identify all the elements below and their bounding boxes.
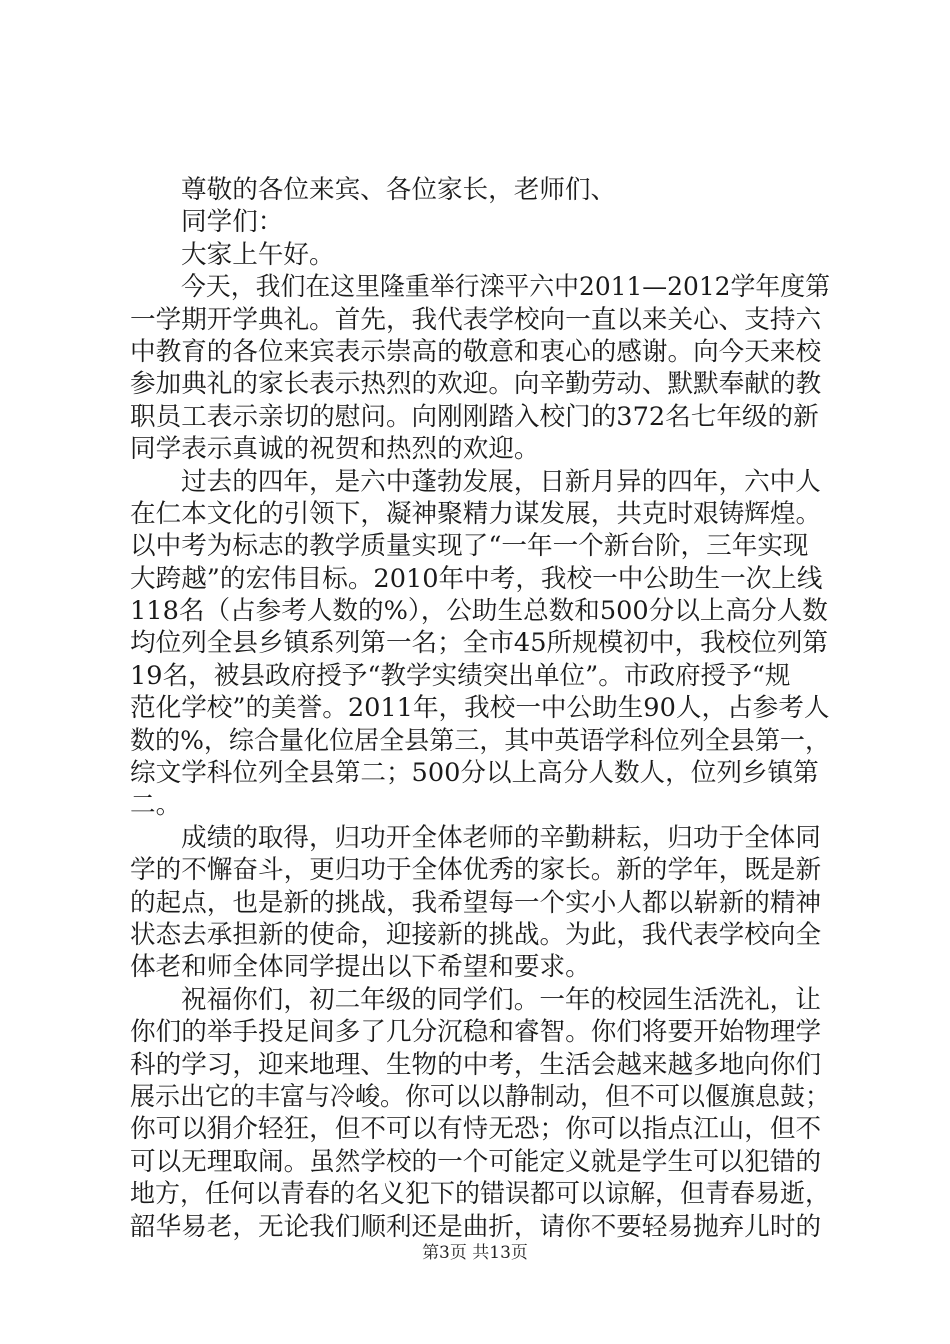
text-line: 大跨越”的宏伟目标。2010年中考，我校一中公助生一次上线: [130, 563, 823, 594]
text-line: 二。: [130, 790, 182, 821]
text-line: 一学期开学典礼。首先，我代表学校向一直以来关心、支持六: [130, 304, 822, 335]
text-line: 的起点，也是新的挑战，我希望每一个实小人都以崭新的精神: [130, 887, 822, 918]
text-line: 范化学校”的美誉。2011年，我校一中公助生90人，占参考人: [130, 693, 830, 724]
page-footer: 第3页 共13页: [422, 1243, 528, 1263]
paragraph-start-line: 过去的四年，是六中蓬勃发展，日新月异的四年，六中人: [181, 466, 821, 497]
paragraph-start-line: 同学们：: [181, 207, 284, 238]
text-line: 19名，被县政府授予“教学实绩突出单位”。市政府授予“规: [130, 660, 791, 691]
paragraph-start-line: 成绩的取得，归功开全体老师的辛勤耕耘，归功于全体同: [181, 822, 821, 853]
text-line: 展示出它的丰富与冷峻。你可以以静制动，但不可以偃旗息鼓；: [130, 1081, 830, 1112]
text-line: 你们的举手投足间多了几分沉稳和睿智。你们将要开始物理学: [130, 1017, 822, 1048]
text-line: 体老和师全体同学提出以下希望和要求。: [130, 952, 591, 983]
text-line: 均位列全县乡镇系列第一名；全市45所规模初中，我校位列第: [130, 628, 829, 659]
text-line: 综文学科位列全县第二；500分以上高分人数人，位列乡镇第: [130, 758, 819, 789]
text-line: 中教育的各位来宾表示崇高的敬意和衷心的感谢。向今天来校: [130, 336, 822, 367]
text-line: 可以无理取闹。虽然学校的一个可能定义就是学生可以犯错的: [130, 1146, 822, 1177]
body-text: [130, 174, 830, 1243]
text-line: 118名（占参考人数的%），公助生总数和500分以上高分人数: [130, 596, 828, 627]
text-line: 参加典礼的家长表示热烈的欢迎。向辛勤劳动、默默奉献的教: [130, 369, 822, 400]
text-line: 科的学习，迎来地理、生物的中考，生活会越来越多地向你们: [130, 1049, 822, 1080]
text-line: 以中考为标志的教学质量实现了“一年一个新台阶，三年实现: [130, 531, 809, 562]
text-line: 状态去承担新的使命，迎接新的挑战。为此，我代表学校向全: [130, 919, 822, 950]
text-line: 学的不懈奋斗，更归功于全体优秀的家长。新的学年，既是新: [130, 855, 822, 886]
paragraph-start-line: 大家上午好。: [181, 239, 335, 270]
text-line: 地方，任何以青春的名义犯下的错误都可以谅解，但青春易逝，: [130, 1179, 830, 1210]
text-line: 你可以狷介轻狂，但不可以有恃无恐；你可以指点江山，但不: [130, 1114, 822, 1145]
text-line: 同学表示真诚的祝贺和热烈的欢迎。: [130, 434, 540, 465]
text-line: 职员工表示亲切的慰问。向刚刚踏入校门的372名七年级的新: [130, 401, 819, 432]
text-line: 韶华易老，无论我们顺利还是曲折，请你不要轻易抛弃儿时的: [130, 1211, 822, 1242]
paragraph-start-line: 尊敬的各位来宾、各位家长，老师们、: [181, 175, 617, 205]
text-line: 在仁本文化的引领下，凝神聚精力谋发展，共克时艰铸辉煌。: [130, 498, 822, 529]
text-line: 数的%，综合量化位居全县第三，其中英语学科位列全县第一，: [130, 725, 830, 756]
paragraph-start-line: 今天，我们在这里隆重举行滦平六中2011—2012学年度第: [181, 272, 830, 303]
paragraph-start-line: 祝福你们，初二年级的同学们。一年的校园生活洗礼，让: [181, 984, 821, 1015]
